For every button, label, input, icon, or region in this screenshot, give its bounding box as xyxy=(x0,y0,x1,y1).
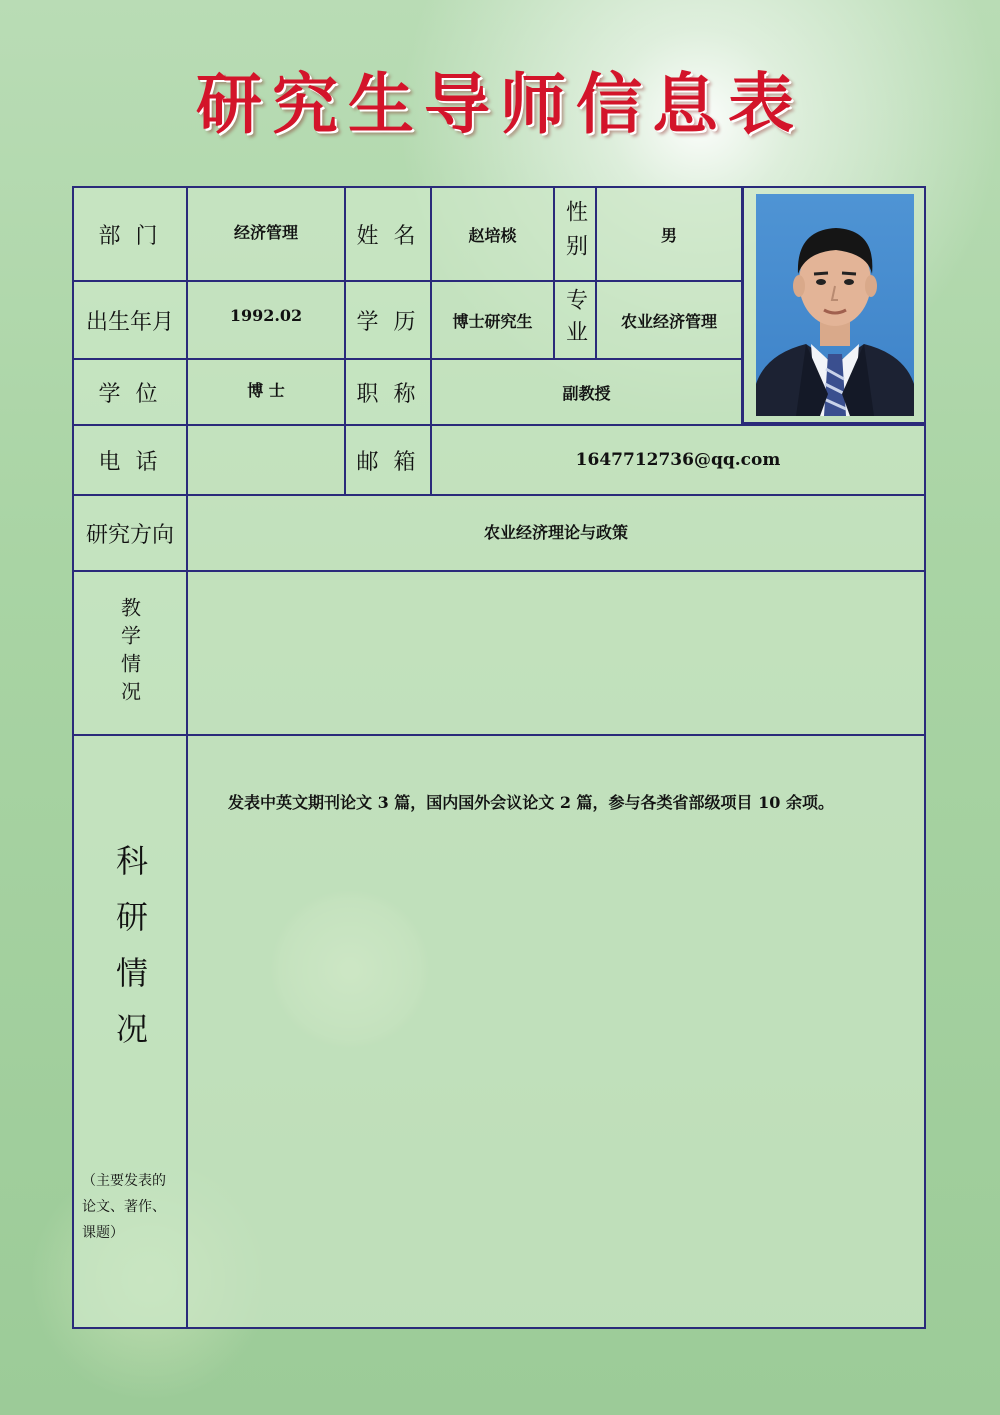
value-birth: 1992.02 xyxy=(186,280,346,360)
label-research-work xyxy=(72,734,188,1329)
value-name: 赵培棪 xyxy=(430,186,555,282)
label-research-work-text: 科研情况 xyxy=(111,844,149,1068)
label-education: 学 历 xyxy=(344,280,432,360)
page-title: 研究生导师信息表 xyxy=(196,66,804,143)
portrait-photo xyxy=(756,194,914,416)
label-research: 研究方向 xyxy=(72,494,188,572)
label-email: 邮 箱 xyxy=(344,424,432,496)
value-education: 博士研究生 xyxy=(430,280,555,360)
value-teaching xyxy=(186,570,926,736)
label-phone: 电 话 xyxy=(72,424,188,496)
label-major-text: 专业 xyxy=(562,288,588,352)
value-rank: 副教授 xyxy=(430,358,743,426)
value-research-work: 发表中英文期刊论文 3 篇，国内国外会议论文 2 篇，参与各类省部级项目 10 余项。 xyxy=(186,734,926,1329)
label-rank: 职 称 xyxy=(344,358,432,426)
label-teaching-text: 教学情况 xyxy=(117,597,142,709)
value-dept: 经济管理 xyxy=(186,186,346,282)
value-gender: 男 xyxy=(595,186,743,282)
portrait-illustration xyxy=(756,194,914,416)
value-major: 农业经济管理 xyxy=(595,280,743,360)
label-major xyxy=(553,280,597,360)
label-degree: 学 位 xyxy=(72,358,188,426)
label-gender-text: 性别 xyxy=(562,200,588,268)
label-birth: 出生年月 xyxy=(72,280,188,360)
value-phone xyxy=(186,424,346,496)
value-research: 农业经济理论与政策 xyxy=(186,494,926,572)
value-degree: 博 士 xyxy=(186,358,346,426)
value-email: 1647712736@qq.com xyxy=(430,424,926,496)
label-name: 姓 名 xyxy=(344,186,432,282)
photo-frame xyxy=(742,186,926,424)
label-teaching xyxy=(72,570,188,736)
label-research-work-note: （主要发表的论文、著作、课题） xyxy=(82,1173,166,1241)
label-dept: 部 门 xyxy=(72,186,188,282)
label-gender xyxy=(553,186,597,282)
